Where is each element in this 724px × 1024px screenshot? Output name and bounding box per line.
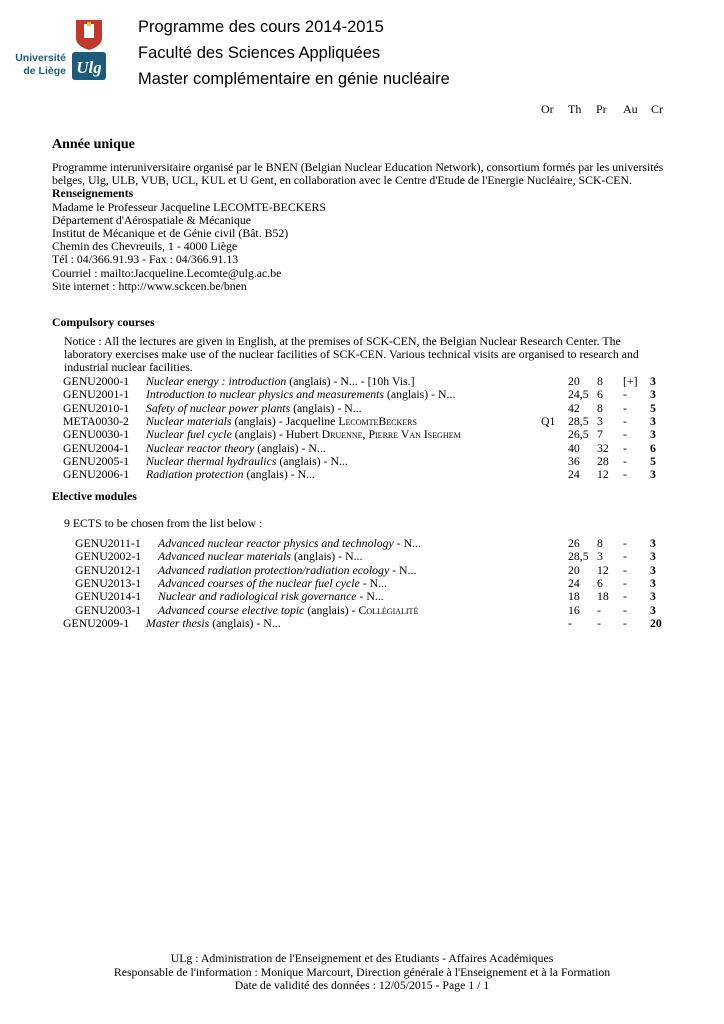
course-code: GENU2001-1: [63, 387, 130, 402]
course-row: [0, 402, 724, 415]
course-credits: 5: [650, 453, 656, 468]
course-credits: 3: [650, 562, 656, 577]
course-pr-hours: [+]: [623, 374, 638, 388]
course-title-text: Radiation protection: [146, 467, 244, 482]
course-credits: 3: [650, 467, 656, 482]
course-title[interactable]: [146, 415, 417, 428]
course-pr-hours: -: [623, 615, 627, 630]
course-title-text: Safety of nuclear power plants: [146, 400, 291, 415]
university-logo: [14, 16, 108, 82]
course-th-hours: -: [597, 602, 601, 617]
course-title[interactable]: [146, 388, 455, 401]
column-or: Or: [541, 102, 554, 116]
course-credits: 3: [650, 374, 656, 388]
course-title-text: Nuclear and radiological risk governance: [158, 589, 357, 604]
course-details: (anglais) - N... - [10h Vis.]: [286, 374, 415, 388]
course-th-hours: 32: [597, 440, 609, 455]
title-line-3: Master complémentaire en génie nucléaire: [138, 70, 450, 88]
course-code: GENU2002-1: [75, 549, 142, 564]
course-title-text: Nuclear materials: [146, 413, 232, 428]
course-title-text: Advanced nuclear reactor physics and technology: [158, 536, 394, 550]
course-code: GENU2005-1: [63, 453, 130, 468]
course-row: [0, 617, 724, 630]
course-row: [0, 577, 724, 590]
course-or-hours: 28,5: [568, 413, 589, 428]
course-or-hours: -: [568, 615, 572, 630]
course-details: - N...: [359, 575, 387, 590]
course-credits: 3: [650, 589, 656, 604]
course-title-text: Advanced radiation protection/radiation ecology: [158, 562, 390, 577]
contact-line: Madame le Professeur Jacqueline LECOMTE-BECKERS: [52, 199, 326, 214]
course-credits: 3: [650, 536, 656, 550]
course-or-hours: 40: [568, 440, 580, 455]
course-th-hours: 8: [597, 400, 603, 415]
course-code: GENU2010-1: [63, 400, 130, 415]
course-pr-hours: -: [623, 602, 627, 617]
course-code: GENU2004-1: [63, 440, 130, 455]
course-teacher: LecomteBeckers: [338, 413, 417, 428]
course-th-hours: 28: [597, 453, 609, 468]
page-title: [138, 14, 450, 92]
course-or-hours: 24: [568, 467, 580, 482]
course-or-hours: 36: [568, 453, 580, 468]
ects-note: 9 ECTS to be chosen from the list below :: [64, 516, 263, 530]
course-code: GENU2003-1: [75, 602, 142, 617]
contact-line: Département d'Aérospatiale & Mécanique: [52, 212, 251, 227]
column-pr: Pr: [596, 102, 607, 116]
course-pr-hours: -: [623, 440, 627, 455]
course-row: [0, 564, 724, 577]
course-th-hours: 3: [597, 549, 603, 564]
course-row: [0, 375, 724, 388]
intro-block: [52, 161, 666, 293]
section-title: Année unique: [52, 137, 135, 152]
course-th-hours: 7: [597, 427, 603, 442]
course-row: [0, 388, 724, 401]
course-title[interactable]: [158, 537, 421, 550]
course-title[interactable]: [146, 375, 415, 388]
course-title[interactable]: [146, 428, 461, 441]
course-pr-hours: -: [623, 467, 627, 482]
intro-paragraph: Programme interuniversitaire organisé par le BNEN (Belgian Nuclear Education Network), consortium formés par les universités belges, Ulg, ULB, VUB, UCL, KUL et U Gent, en collaboration avec le Centre d'Etude de l'Energie Nucléaire, SCK-CEN.: [52, 160, 664, 188]
course-credits: 3: [650, 602, 656, 617]
course-title-text: Nuclear fuel cycle: [146, 427, 232, 442]
course-pr-hours: -: [623, 549, 627, 564]
course-pr-hours: -: [623, 575, 627, 590]
course-credits: 3: [650, 413, 656, 428]
course-title[interactable]: [146, 402, 362, 415]
course-title[interactable]: [146, 617, 281, 630]
course-title-text: Nuclear thermal hydraulics: [146, 453, 277, 468]
course-pr-hours: -: [623, 589, 627, 604]
course-details: (anglais) - N...: [383, 387, 456, 402]
compulsory-heading: Compulsory courses: [52, 315, 155, 329]
course-or-hours: 26,5: [568, 427, 589, 442]
column-cr: Cr: [651, 102, 663, 116]
course-th-hours: 3: [597, 413, 603, 428]
course-row: [0, 550, 724, 563]
course-pr-hours: -: [623, 536, 627, 550]
course-details: (anglais) - N...: [254, 440, 326, 455]
course-th-hours: 6: [597, 575, 603, 590]
course-or-hours: 20: [568, 374, 580, 388]
info-heading: Renseignements: [52, 186, 134, 201]
page-footer: [0, 952, 724, 993]
course-title-text: Nuclear energy : introduction: [146, 374, 287, 388]
footer-line-2: Responsable de l'information : Monique Marcourt, Direction générale à l'Enseignement et à la Formation: [113, 964, 611, 979]
course-details: (anglais) - N...: [209, 615, 281, 630]
course-title-text: Master thesis: [146, 615, 210, 630]
contact-line: Tél : 04/366.91.93 - Fax : 04/366.91.13: [52, 252, 239, 267]
course-or-hours: 24,5: [568, 387, 589, 402]
logo-text: [14, 52, 66, 78]
contact-line: Institut de Mécanique et de Génie civil (Bât. B52): [52, 226, 289, 241]
course-title[interactable]: [158, 604, 418, 617]
course-code: GENU2012-1: [75, 562, 142, 577]
course-title-text: Advanced nuclear materials: [158, 549, 292, 564]
course-code: GENU2014-1: [75, 589, 142, 604]
course-row: [0, 537, 724, 550]
course-or-hours: 16: [568, 602, 580, 617]
course-code: GENU2006-1: [63, 467, 130, 482]
course-teacher: Druenne, Pierre Van Iseghem: [321, 427, 461, 442]
course-th-hours: 8: [597, 536, 603, 550]
compulsory-notice: Notice : All the lectures are given in English, at the premises of SCK-CEN, the Belgian Nuclear Research Center. The laboratory exercises make use of the nuclear facilities of SCK-CEN. Various technical visits are organised to research and industrial nuclear facilities.: [64, 334, 639, 375]
course-code: GENU2009-1: [63, 615, 130, 630]
course-row: [0, 455, 724, 468]
course-details: (anglais) - N...: [276, 453, 348, 468]
footer-line-1: ULg : Administration de l'Enseignement et des Etudiants - Affaires Académiques: [170, 951, 554, 965]
course-title-text: Advanced course elective topic: [158, 602, 305, 617]
course-row: [0, 590, 724, 603]
course-title[interactable]: [146, 455, 348, 468]
course-row: [0, 604, 724, 617]
course-th-hours: 8: [597, 374, 603, 388]
logo-text-line1: Université: [15, 52, 66, 64]
course-title[interactable]: [158, 550, 362, 563]
course-code: GENU0030-1: [63, 427, 130, 442]
column-au: Au: [623, 102, 638, 116]
contact-website[interactable]: Site internet : http://www.sckcen.be/bnen: [52, 278, 247, 293]
course-th-hours: -: [597, 615, 601, 630]
title-line-2: Faculté des Sciences Appliquées: [138, 44, 381, 62]
course-or-hours: 28,5: [568, 549, 589, 564]
course-th-hours: 12: [597, 467, 609, 482]
course-th-hours: 12: [597, 562, 609, 577]
course-details: (anglais) -: [304, 602, 359, 617]
course-teacher: Collégialité: [358, 602, 419, 617]
course-pr-hours: -: [623, 413, 627, 428]
course-pr-hours: -: [623, 427, 627, 442]
course-pr-hours: -: [623, 387, 627, 402]
column-th: Th: [568, 102, 582, 116]
course-quadrimester: Q1: [541, 413, 556, 428]
course-details: (anglais) - N...: [243, 467, 315, 482]
course-credits: 5: [650, 400, 656, 415]
course-or-hours: 24: [568, 575, 580, 590]
course-pr-hours: -: [623, 400, 627, 415]
course-code: GENU2011-1: [75, 536, 141, 550]
logo-text-line2: de Liège: [23, 65, 66, 77]
course-pr-hours: -: [623, 562, 627, 577]
course-row: [0, 468, 724, 481]
course-code: META0030-2: [63, 413, 129, 428]
course-th-hours: 6: [597, 387, 603, 402]
footer-line-3: Date de validité des données : 12/05/2015 - Page 1 / 1: [234, 978, 490, 993]
course-details: (anglais) - N...: [290, 400, 362, 415]
course-details: (anglais) - N...: [291, 549, 363, 564]
course-title[interactable]: [158, 564, 416, 577]
course-th-hours: 18: [597, 589, 609, 604]
course-title-text: Nuclear reactor theory: [146, 440, 255, 455]
course-details: - N...: [356, 589, 384, 604]
course-title[interactable]: [146, 442, 326, 455]
title-line-1: Programme des cours 2014-2015: [138, 18, 384, 36]
course-row: [0, 415, 724, 428]
course-credits: 3: [650, 427, 656, 442]
course-title[interactable]: [158, 577, 387, 590]
course-row: [0, 428, 724, 441]
course-details: - N...: [393, 536, 421, 550]
course-code: GENU2013-1: [75, 575, 142, 590]
course-credits: 3: [650, 387, 656, 402]
course-row: [0, 442, 724, 455]
course-details: (anglais) - Hubert: [231, 427, 322, 442]
course-title-text: Introduction to nuclear physics and measurements: [146, 387, 384, 402]
contact-email[interactable]: Courriel : mailto:Jacqueline.Lecomte@ulg.ac.be: [52, 265, 282, 280]
elective-heading: Elective modules: [52, 489, 137, 503]
course-title-text: Advanced courses of the nuclear fuel cycle: [158, 575, 360, 590]
course-credits: 20: [650, 615, 662, 630]
course-credits: 3: [650, 575, 656, 590]
course-title[interactable]: [158, 590, 384, 603]
course-code: GENU2000-1: [63, 374, 130, 388]
course-or-hours: 18: [568, 589, 580, 604]
course-details: - N...: [389, 562, 417, 577]
course-or-hours: 42: [568, 400, 580, 415]
crest-icon: [70, 16, 108, 82]
course-or-hours: 20: [568, 562, 580, 577]
course-or-hours: 26: [568, 536, 580, 550]
course-pr-hours: -: [623, 453, 627, 468]
contact-line: Chemin des Chevreuils, 1 - 4000 Liège: [52, 239, 238, 254]
course-credits: 3: [650, 549, 656, 564]
course-details: (anglais) - Jacqueline: [231, 413, 339, 428]
svg-text:Ulg: Ulg: [76, 58, 102, 77]
course-title[interactable]: [146, 468, 315, 481]
course-credits: 6: [650, 440, 656, 455]
